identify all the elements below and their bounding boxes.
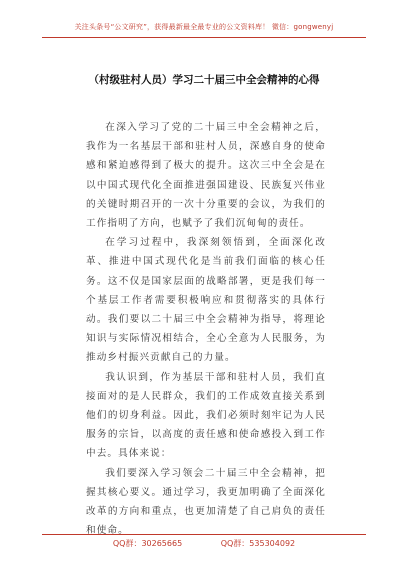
paragraph: 在深入学习了党的二十届三中全会精神之后，我作为一名基层干部和驻村人员，深感自身的使命感和紧迫感得到了极大的提升。这次三中全会是在以中国式现代化全面推进强国建设、民族复兴伟业的关键时期召开的一次十分重要的会议，为我们的工作指明了方向，也赋予了我们沉甸甸的责任。 [86, 122, 326, 230]
header-divider [42, 37, 366, 38]
document-title: （村级驻村人员）学习二十届三中全会精神的心得 [88, 74, 320, 86]
footer-qq-group-2: QQ群：535304092 [220, 539, 296, 548]
document-body [86, 118, 326, 540]
footer [0, 538, 408, 549]
paragraph: 我们要深入学习领会二十届三中全会精神，把握其核心要义。通过学习，我更加明确了全面深化改革的方向和重点，也更加清楚了自己肩负的责任和使命。 [86, 467, 326, 537]
header-note: 关注头条号“公文研究”，获得最新最全最专业的公文资料库！ 微信：gongwenyj [74, 23, 334, 31]
footer-divider [42, 534, 366, 535]
footer-qq-group-1: QQ群：30265665 [112, 539, 183, 548]
paragraph: 在学习过程中，我深刻领悟到，全面深化改革、推进中国式现代化是当前我们面临的核心任务。这不仅是国家层面的战略部署，更是我们每一个基层工作者需要积极响应和贯彻落实的具体行动。我们要以二十届三中全会精神为指导，将理论知识与实际情况相结合，全心全意为人民服务，为推动乡村振兴贡献自己的力量。 [86, 237, 326, 364]
paragraph: 我认识到，作为基层干部和驻村人员，我们直接面对的是人民群众，我们的工作成效直接关系到他们的切身利益。因此，我们必须时刻牢记为人民服务的宗旨，以高度的责任感和使命感投入到工作中去。具体来说： [86, 371, 326, 460]
